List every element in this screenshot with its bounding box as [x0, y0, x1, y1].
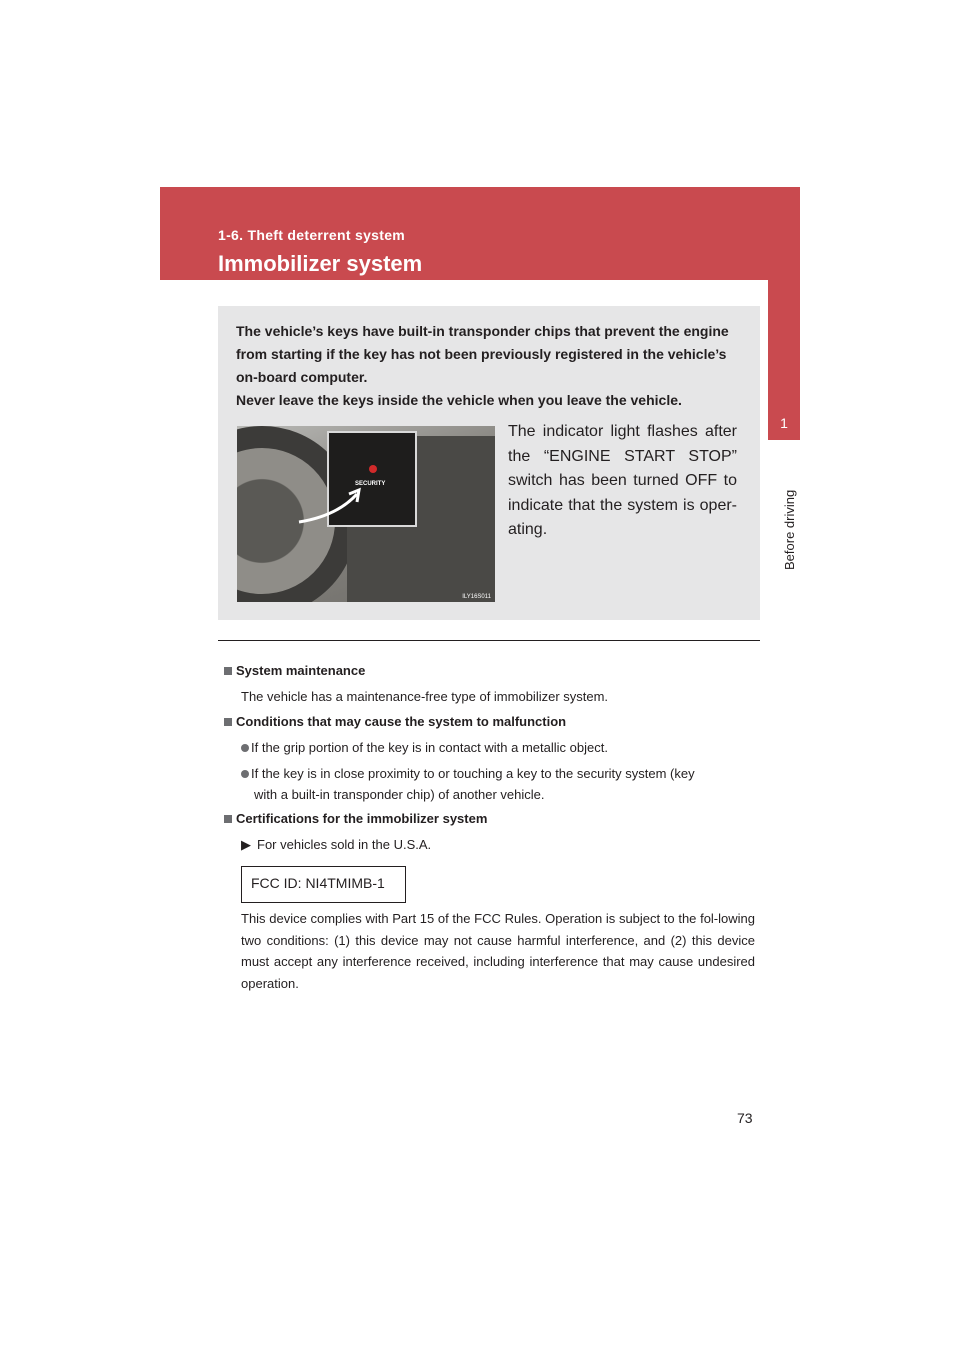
heading-text: System maintenance — [236, 663, 366, 678]
malfunction-heading — [224, 714, 566, 729]
item-text: If the grip portion of the key is in contact with a metallic object. — [251, 740, 608, 755]
dashboard-photo — [237, 426, 495, 602]
item-text: If the key is in close proximity to or touching a key to the security system (key — [251, 766, 695, 781]
fcc-id-box: FCC ID: NI4TMIMB-1 — [241, 866, 406, 903]
divider — [218, 640, 760, 641]
intro-line: The vehicle’s keys have built-in transponder chips that prevent the engine — [236, 323, 729, 339]
security-label: SECURITY — [355, 481, 386, 487]
section-label: 1-6. Theft deterrent system — [218, 227, 406, 243]
intro-box — [218, 306, 760, 620]
page-title: Immobilizer system — [218, 251, 423, 276]
page-number: 73 — [737, 1110, 753, 1126]
region-text: For vehicles sold in the U.S.A. — [257, 837, 432, 852]
round-bullet-icon — [241, 744, 249, 752]
maintenance-body: The vehicle has a maintenance-free type of immobilizer system. — [241, 689, 609, 704]
triangle-bullet-icon: ▶ — [241, 837, 251, 852]
intro-line: Never leave the keys inside the vehicle when you leave the vehicle. — [236, 392, 682, 408]
heading-text: Certifications for the immobilizer system — [236, 811, 488, 826]
intro-text — [236, 320, 742, 412]
heading-text: Conditions that may cause the system to malfunction — [236, 714, 567, 729]
malfunction-item-continued: with a built-in transponder chip) of another vehicle. — [254, 787, 545, 802]
square-bullet-icon — [224, 815, 232, 823]
security-indicator-light — [369, 465, 377, 473]
chapter-number: 1 — [780, 415, 788, 431]
certifications-heading — [224, 811, 487, 826]
chapter-tab — [768, 187, 800, 440]
malfunction-item — [241, 740, 608, 755]
chapter-label: Before driving — [782, 489, 797, 570]
maintenance-heading — [224, 663, 365, 678]
region-line — [241, 837, 431, 853]
malfunction-item — [241, 766, 695, 781]
chapter-label-wrap — [780, 450, 796, 570]
intro-line: on-board computer. — [236, 369, 368, 385]
callout-arrow-icon — [297, 486, 377, 526]
square-bullet-icon — [224, 667, 232, 675]
fcc-statement: This device complies with Part 15 of the FCC Rules. Operation is subject to the fol-lowing two conditions: (1) this device may not cause harmful interference, and (2) this device must accept any interference received, including interference that may cause undesired operation. — [241, 911, 755, 991]
round-bullet-icon — [241, 770, 249, 778]
image-code: ILY16S011 — [462, 594, 491, 600]
header-band — [160, 187, 800, 280]
square-bullet-icon — [224, 718, 232, 726]
figure-caption: The indicator light flashes after the “ENGINE START STOP” switch has been turned OFF to indicate that the system is oper-ating. — [508, 423, 737, 538]
intro-line: from starting if the key has not been previously registered in the vehicle’s — [236, 346, 727, 362]
